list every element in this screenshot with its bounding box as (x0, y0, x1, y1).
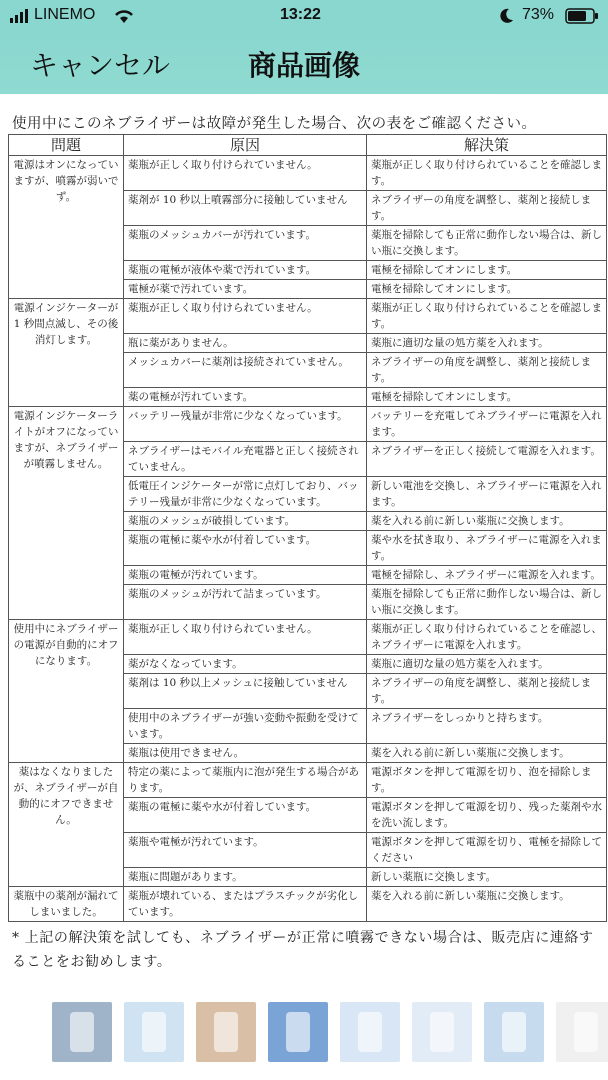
cause-cell: 薬瓶のメッシュが汚れて詰まっています。 (124, 585, 367, 620)
problem-cell: 薬はなくなりましたが、ネブライザーが自動的にオフできません。 (9, 763, 124, 887)
nav-header (0, 34, 608, 94)
cause-cell: 薬瓶のメッシュが破損しています。 (124, 512, 367, 531)
solution-cell: 電極を掃除してオンにします。 (367, 261, 607, 280)
table-row (9, 887, 607, 922)
solution-cell: ネブライザーの角度を調整し、薬剤と接続します。 (367, 353, 607, 388)
cause-cell: 薬瓶のメッシュカバーが汚れています。 (124, 226, 367, 261)
problem-cell: 電源はオンになっていますが、噴霧が弱いでず。 (9, 156, 124, 299)
header-cause: 原因 (124, 135, 367, 156)
battery-percent: 73% (522, 6, 555, 23)
page-title: 商品画像 (248, 49, 361, 82)
thumb-features[interactable] (268, 1002, 328, 1062)
cause-cell: 薬瓶の電極に薬や水が付着しています。 (124, 531, 367, 566)
battery-icon (565, 8, 599, 29)
cause-cell: 薬瓶が正しく取り付けられていません。 (124, 620, 367, 655)
thumb-image-placeholder (142, 1012, 166, 1052)
thumb-steps[interactable] (484, 1002, 544, 1062)
intro-text: 使用中にこのネブライザーは故障が発生した場合、次の表をご確認ください。 (12, 116, 537, 132)
problem-cell: 電源インジケーターライトがオフになっていますが、ネブライザーが噴霧しません。 (9, 407, 124, 620)
header-solution: 解決策 (367, 135, 607, 156)
moon-icon (500, 8, 514, 29)
solution-cell: ネブライザーの角度を調整し、薬剤と接続します。 (367, 674, 607, 709)
solution-cell: 薬瓶を掃除しても正常に動作しない場合は、新しい瓶に交換します。 (367, 585, 607, 620)
cause-cell: 薬剤は 10 秒以上メッシュに接触していません (124, 674, 367, 709)
thumb-child-using[interactable] (196, 1002, 256, 1062)
solution-cell: 薬瓶を掃除しても正常に動作しない場合は、新しい瓶に交換します。 (367, 226, 607, 261)
problem-cell: 電源インジケーターが 1 秒間点滅し、その後消灯します。 (9, 299, 124, 407)
cause-cell: 薬瓶や電極が汚れています。 (124, 833, 367, 868)
thumb-image-placeholder (214, 1012, 238, 1052)
thumb-image-placeholder (430, 1012, 454, 1052)
cause-cell: 薬の電極が汚れています。 (124, 388, 367, 407)
table-row (9, 620, 607, 655)
cause-cell: ネブライザーはモバイル充電器と正しく接続されていません。 (124, 442, 367, 477)
solution-cell: 電極を掃除してオンにします。 (367, 388, 607, 407)
cause-cell: 薬がなくなっています。 (124, 655, 367, 674)
cause-cell: 瓶に薬がありません。 (124, 334, 367, 353)
thumb-product-usage[interactable] (124, 1002, 184, 1062)
carrier-label: LINEMO (34, 6, 96, 23)
thumb-manual[interactable] (556, 1002, 608, 1062)
thumb-lungs-diagram[interactable] (340, 1002, 400, 1062)
cause-cell: バッテリー残量が非常に少なくなっています。 (124, 407, 367, 442)
table-row (9, 156, 607, 191)
footnote: * 上記の解決策を試しても、ネブライザーが正常に噴霧できない場合は、販売店に連絡することをお勧めします。 (12, 930, 594, 970)
cancel-button[interactable]: キャンセル (30, 49, 171, 82)
thumb-image-placeholder (286, 1012, 310, 1052)
solution-cell: 新しい薬瓶に交換します。 (367, 868, 607, 887)
table-row (9, 299, 607, 334)
solution-cell: 電源ボタンを押して電源を切り、泡を掃除します。 (367, 763, 607, 798)
thumb-product-front[interactable] (52, 1002, 112, 1062)
cause-cell: 電極が薬で汚れています。 (124, 280, 367, 299)
signal-icon (10, 9, 30, 28)
header-problem: 問題 (9, 135, 124, 156)
solution-cell: 薬瓶が正しく取り付けられていることを確認し、ネブライザーに電源を入れます。 (367, 620, 607, 655)
solution-cell: 薬瓶が正しく取り付けられていることを確認します。 (367, 156, 607, 191)
solution-cell: ネブライザーを正しく接続して電源を入れます。 (367, 442, 607, 477)
solution-cell: 新しい電池を交換し、ネブライザーに電源を入れます。 (367, 477, 607, 512)
thumb-image-placeholder (358, 1012, 382, 1052)
cause-cell: 薬瓶の電極に薬や水が付着しています。 (124, 798, 367, 833)
solution-cell: ネブライザーの角度を調整し、薬剤と接続します。 (367, 191, 607, 226)
cause-cell: 薬瓶は使用できません。 (124, 744, 367, 763)
solution-cell: 薬を入れる前に新しい薬瓶に交換します。 (367, 512, 607, 531)
thumbnail-strip (0, 994, 608, 1080)
thumb-image-placeholder (502, 1012, 526, 1052)
cause-cell: 特定の薬によって薬瓶内に泡が発生する場合があります。 (124, 763, 367, 798)
cause-cell: 低電圧インジケーターが常に点灯しており、バッテリー残量が非常に少なくなっています。 (124, 477, 367, 512)
problem-cell: 使用中にネブライザーの電源が自動的にオフになります。 (9, 620, 124, 763)
solution-cell: 薬瓶に適切な量の処方薬を入れます。 (367, 655, 607, 674)
solution-cell: 薬を入れる前に新しい薬瓶に交換します。 (367, 887, 607, 922)
solution-cell: 薬や水を拭き取り、ネブライザーに電源を入れます。 (367, 531, 607, 566)
cause-cell: 薬剤が 10 秒以上噴霧部分に接触していません (124, 191, 367, 226)
clock-time: 13:22 (280, 6, 321, 23)
status-bar (0, 0, 608, 34)
thumb-parts[interactable] (412, 1002, 472, 1062)
troubleshooting-table (8, 134, 607, 922)
solution-cell: 電極を掃除し、ネブライザーに電源を入れます。 (367, 566, 607, 585)
cause-cell: 使用中のネブライザーが強い変動や振動を受けています。 (124, 709, 367, 744)
wifi-icon (114, 8, 134, 29)
table-body (9, 156, 607, 922)
cause-cell: 薬瓶の電極が汚れています。 (124, 566, 367, 585)
solution-cell: 薬を入れる前に新しい薬瓶に交換します。 (367, 744, 607, 763)
cause-cell: 薬瓶に問題があります。 (124, 868, 367, 887)
table-row (9, 407, 607, 442)
cause-cell: 薬瓶の電極が液体や薬で汚れています。 (124, 261, 367, 280)
cause-cell: 薬瓶が正しく取り付けられていません。 (124, 299, 367, 334)
thumb-image-placeholder (574, 1012, 598, 1052)
solution-cell: 薬瓶に適切な量の処方薬を入れます。 (367, 334, 607, 353)
cause-cell: メッシュカバーに薬剤は接続されていません。 (124, 353, 367, 388)
solution-cell: ネブライザーをしっかりと持ちます。 (367, 709, 607, 744)
solution-cell: 電源ボタンを押して電源を切り、残った薬剤や水を洗い流します。 (367, 798, 607, 833)
thumb-image-placeholder (70, 1012, 94, 1052)
problem-cell: 薬瓶中の薬剤が漏れてしまいました。 (9, 887, 124, 922)
solution-cell: バッテリーを充電してネブライザーに電源を入れます。 (367, 407, 607, 442)
solution-cell: 薬瓶が正しく取り付けられていることを確認します。 (367, 299, 607, 334)
table-row (9, 763, 607, 798)
cause-cell: 薬瓶が正しく取り付けられていません。 (124, 156, 367, 191)
solution-cell: 電極を掃除してオンにします。 (367, 280, 607, 299)
cause-cell: 薬瓶が壊れている、またはプラスチックが劣化しています。 (124, 887, 367, 922)
solution-cell: 電源ボタンを押して電源を切り、電極を掃除してください (367, 833, 607, 868)
product-image-view[interactable] (0, 94, 608, 994)
